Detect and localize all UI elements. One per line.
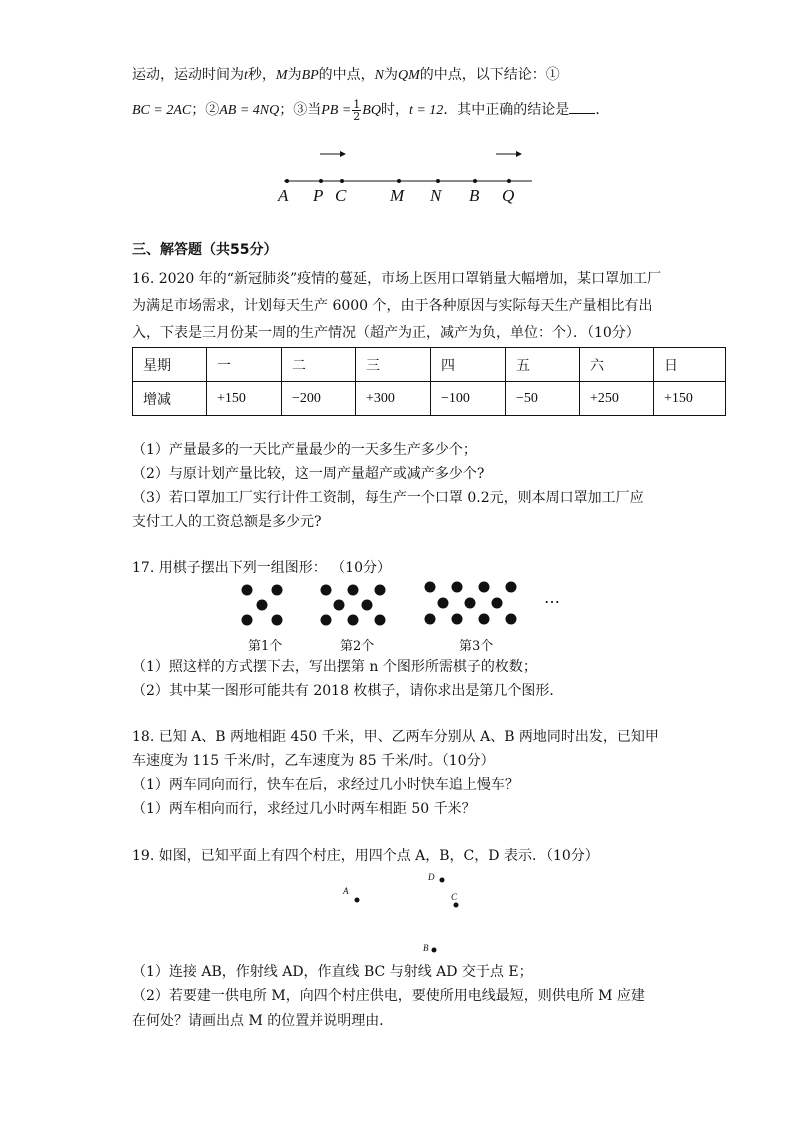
table-cell: 增减 [133,382,207,416]
village-c [454,903,459,908]
table-cell: +150 [654,382,726,416]
villages-figure [330,870,480,960]
label-n: N [430,186,442,205]
q17-sub2: （2）其中某一图形可能共有 2018 枚棋子，请你求出是第几个图形． [132,683,564,699]
table-cell: −200 [282,382,356,416]
pattern-3 [425,582,517,625]
chess-piece [452,614,463,625]
chess-piece [321,615,332,626]
label-m: M [390,186,405,205]
chess-piece [321,585,332,596]
chess-piece [257,600,268,611]
chess-piece [375,615,386,626]
point-q [507,179,511,183]
table-cell: −100 [431,382,506,416]
table-cell: +300 [356,382,431,416]
q19-sub2a: （2）若要建一供电所 M，向四个村庄供电，要使所用电线最短，则供电所 M 应建 [132,988,645,1004]
table-cell: 五 [506,348,580,382]
village-d [440,878,445,883]
point-n [436,179,440,183]
table-header-row [133,348,726,382]
label-a: A [278,186,289,205]
chess-piece [506,582,517,593]
chess-piece [348,615,359,626]
q15-line2: BC = 2AC；②AB = 4NQ；③当PB = $\frac{1}{2}$ BQ时，t = 12．其中正确的结论是 ． [132,97,610,123]
table-cell: 日 [654,348,726,382]
production-table [132,347,726,416]
table-row [133,382,726,416]
section-heading: 三、解答题（共55分） [132,242,278,258]
q16-sub3a: （3）若口罩加工厂实行计件工资制，每生产一个口罩 0.2元，则本周口罩加工厂应 [132,490,644,506]
chess-piece [452,582,463,593]
q19-sub2b: 在何处？请画出点 M 的位置并说明理由． [132,1013,394,1029]
table-cell: 三 [356,348,431,382]
chess-pieces-figure [230,575,590,635]
arrow-q-icon [496,151,522,157]
label-q: Q [502,186,515,205]
pattern-label-1: 第1个 [248,639,283,654]
point-a [285,179,289,183]
village-b [432,948,437,953]
chess-piece [348,585,359,596]
village-a [355,898,360,903]
chess-piece [479,582,490,593]
point-p [319,179,323,183]
point-m [397,179,401,183]
chess-piece [375,585,386,596]
point-b [473,179,477,183]
table-cell: 四 [431,348,506,382]
pattern-label-3: 第3个 [459,639,494,654]
table-cell: −50 [506,382,580,416]
table-cell: 六 [580,348,654,382]
point-c [340,179,344,183]
table-cell: +150 [207,382,282,416]
q17-sub1: （1）照这样的方式摆下去，写出摆第 n 个图形所需棋子的枚数； [132,659,537,675]
village-label-b: B [423,943,429,953]
chess-piece [242,615,253,626]
chess-piece [465,598,476,609]
q18-line1: 18. 已知 A、B 两地相距 450 千米，甲、乙两车分别从 A、B 两地同时出发，已知甲 [132,729,659,745]
pattern-2 [321,585,386,626]
village-label-c: C [451,892,458,902]
chess-piece [425,614,436,625]
village-label-a: A [343,886,349,896]
label-p: P [313,186,324,205]
village-label-d: D [428,872,435,882]
q16-line1: 16. 2020 年的“新冠肺炎”疫情的蔓延，市场上医用口罩销量大幅增加，某口罩加工厂 [132,271,662,287]
q16-line2: 为满足市场需求，计划每天生产 6000 个，由于各种原因与实际每天生产量相比有出 [132,298,653,314]
chess-piece [438,598,449,609]
q18-sub2: （1）两车相向而行，求经过几小时两车相距 50 千米？ [132,801,476,817]
q16-sub2: （2）与原计划产量比较，这一周产量超产或减产多少个? [132,466,485,482]
chess-piece [272,585,283,596]
q17-line1: 17. 用棋子摆出下列一组图形： （10分） [132,560,391,576]
table-cell: +250 [580,382,654,416]
chess-piece [362,600,373,611]
table-cell: 星期 [133,348,207,382]
q19-line1: 19. 如图，已知平面上有四个村庄，用四个点 A，B，C，D 表示．（10分） [132,848,599,864]
chess-piece [272,615,283,626]
chess-piece [506,614,517,625]
q16-line3: 入，下表是三月份某一周的生产情况（超产为正，减产为负，单位：个）．（10分） [132,325,640,341]
answer-blank[interactable] [569,99,595,114]
q18-sub1: （1）两车同向而行，快车在后，求经过几小时快车追上慢车？ [132,777,519,793]
label-b: B [469,186,480,205]
q19-sub1: （1）连接 AB，作射线 AD，作直线 BC 与射线 AD 交于点 E； [132,964,533,980]
chess-piece [334,600,345,611]
q18-line2: 车速度为 115 千米/时，乙车速度为 85 千米/时。（10分） [132,753,495,769]
q16-sub3b: 支付工人的工资总额是多少元? [132,514,322,530]
pattern-label-2: 第2个 [340,639,375,654]
label-c: C [335,186,347,205]
q15-line1: 运动，运动时间为t秒，M为BP的中点，N为QM的中点，以下结论：① [132,67,560,83]
chess-piece [479,614,490,625]
table-cell: 一 [207,348,282,382]
pattern-1 [242,585,283,626]
chess-piece [425,582,436,593]
q16-sub1: （1）产量最多的一天比产量最少的一天多生产多少个； [132,442,477,458]
ellipsis: ⋯ [544,592,560,611]
chess-piece [242,585,253,596]
chess-piece [492,598,503,609]
arrow-p-icon [320,151,346,157]
fraction-one-half: $\frac{1}{2}$ [353,97,361,123]
table-cell: 二 [282,348,356,382]
